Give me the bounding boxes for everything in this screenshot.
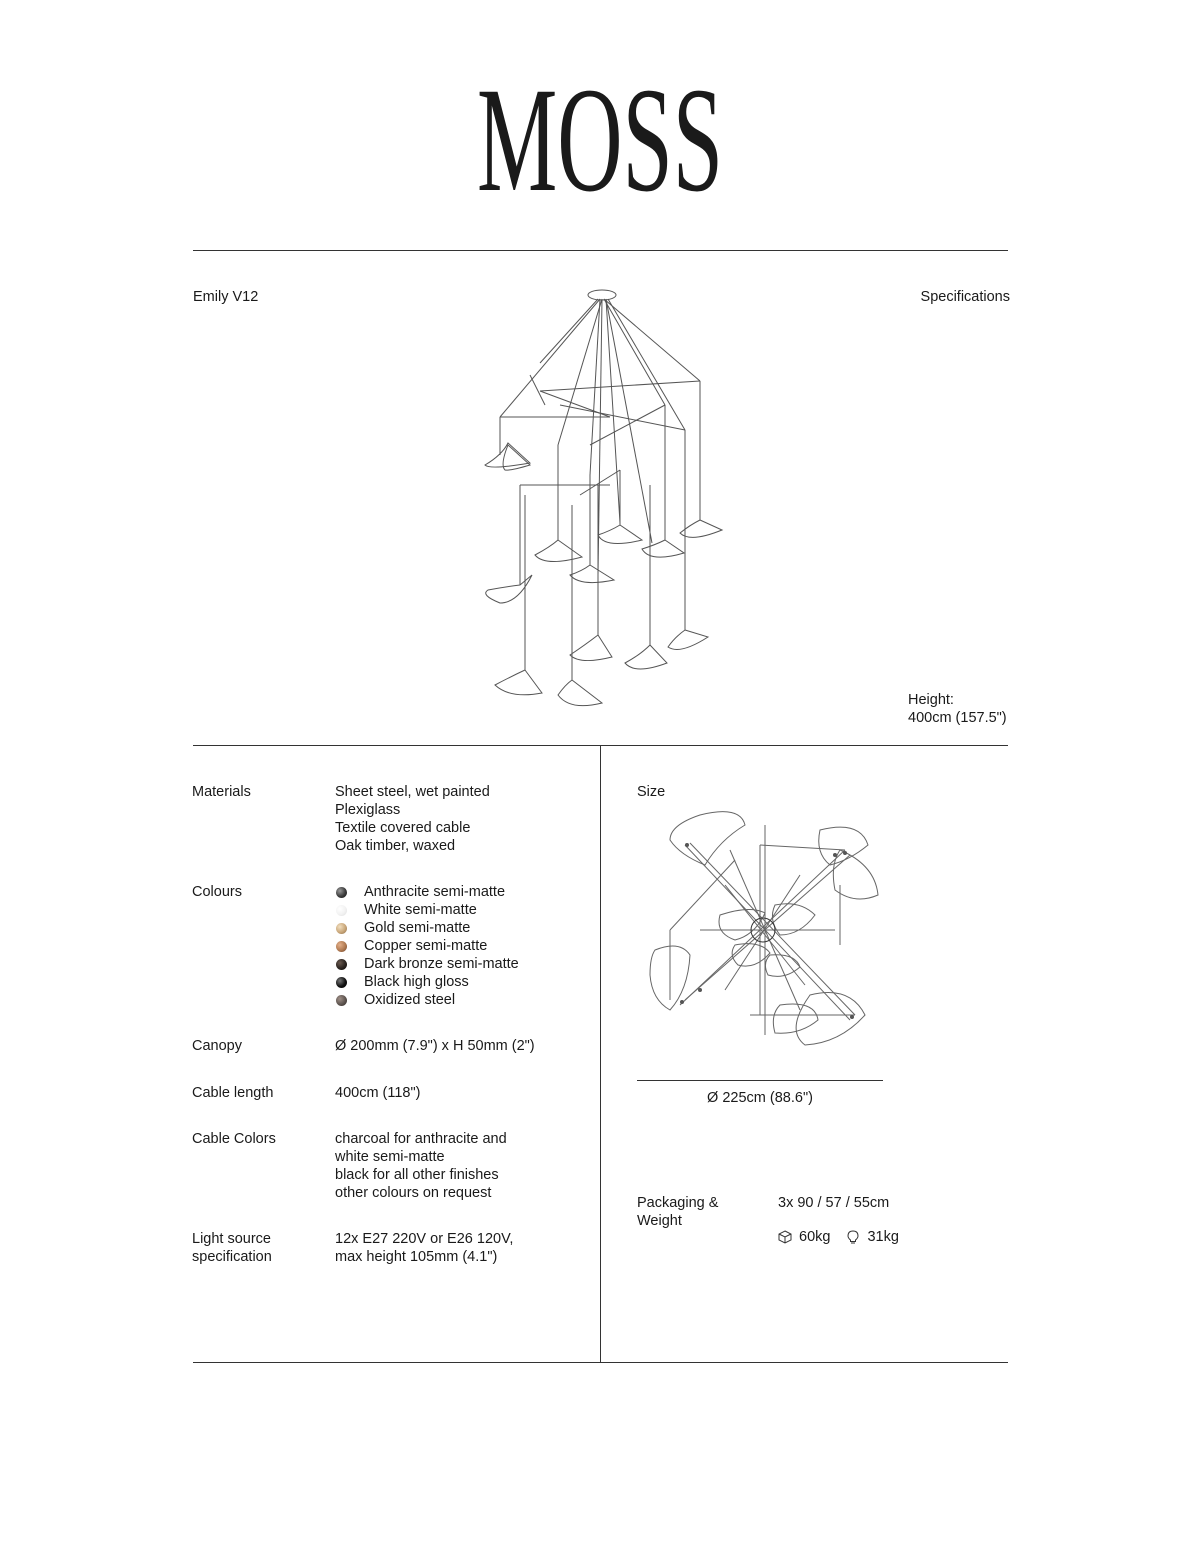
colour-swatch (336, 887, 347, 898)
diameter-value: Ø 225cm (88.6") (707, 1090, 813, 1106)
materials-line: Sheet steel, wet painted (335, 784, 490, 800)
packaging-label-line: Weight (637, 1213, 682, 1229)
colour-item (335, 955, 519, 973)
packaging-label-line: Packaging & (637, 1195, 719, 1211)
light-source-line: 12x E27 220V or E26 120V, (335, 1231, 514, 1247)
light-source-label-line: Light source (192, 1231, 271, 1247)
cable-colors-label: Cable Colors (192, 1131, 276, 1147)
height-label: Height: (908, 692, 954, 708)
colours-list (335, 883, 519, 1009)
colour-item (335, 883, 519, 901)
packaging-label (637, 1194, 718, 1230)
colour-name: Oxidized steel (364, 992, 456, 1008)
colour-name: White semi-matte (364, 902, 477, 918)
column-divider (600, 745, 601, 1363)
colour-name: Black high gloss (364, 974, 469, 990)
colour-name: Dark bronze semi-matte (364, 956, 519, 972)
box-icon (778, 1230, 792, 1244)
colour-item (335, 901, 519, 919)
package-weight-value: 60kg (799, 1229, 831, 1245)
product-name: Emily V12 (193, 289, 259, 305)
cable-length-value: 400cm (118") (335, 1085, 421, 1101)
colour-swatch (336, 977, 347, 988)
colour-item (335, 973, 519, 991)
light-source-label (192, 1230, 272, 1266)
height-info (908, 691, 1007, 727)
package-weight (778, 1228, 830, 1246)
colours-label: Colours (192, 884, 242, 900)
colour-item (335, 937, 519, 955)
colour-name: Gold semi-matte (364, 920, 471, 936)
size-label: Size (637, 784, 666, 800)
diameter-dimension-line (637, 1080, 883, 1081)
canopy-value: Ø 200mm (7.9") x H 50mm (2") (335, 1038, 535, 1054)
colour-swatch (336, 995, 347, 1006)
chandelier-elevation-drawing (470, 285, 740, 715)
colour-item (335, 919, 519, 937)
height-value: 400cm (157.5") (908, 710, 1007, 726)
materials-label: Materials (192, 784, 251, 800)
cable-colors-line: black for all other finishes (335, 1167, 499, 1183)
colour-swatch (336, 959, 347, 970)
section-label: Specifications (920, 289, 1010, 305)
cable-colors-list (335, 1130, 507, 1202)
colour-swatch (336, 923, 347, 934)
light-source-label-line: specification (192, 1249, 272, 1265)
svg-text:MOSS: MOSS (477, 70, 723, 200)
colour-name: Anthracite semi-matte (364, 884, 506, 900)
materials-line: Textile covered cable (335, 820, 471, 836)
colour-item (335, 991, 519, 1009)
canopy-label: Canopy (192, 1038, 242, 1054)
chandelier-plan-drawing (640, 805, 890, 1055)
cable-colors-line: charcoal for anthracite and (335, 1131, 507, 1147)
bottom-divider (193, 1362, 1008, 1363)
packaging-weights (778, 1228, 915, 1246)
materials-list (335, 783, 490, 855)
materials-line: Oak timber, waxed (335, 838, 456, 854)
lamp-weight-value: 31kg (867, 1229, 899, 1245)
moss-logo (0, 70, 1200, 200)
materials-line: Plexiglass (335, 802, 401, 818)
cable-length-label: Cable length (192, 1085, 274, 1101)
light-source-value (335, 1230, 513, 1266)
colour-swatch (336, 941, 347, 952)
light-source-line: max height 105mm (4.1") (335, 1249, 498, 1265)
lamp-weight (846, 1228, 898, 1246)
cable-colors-line: white semi-matte (335, 1149, 445, 1165)
bulb-icon (846, 1230, 860, 1244)
colour-name: Copper semi-matte (364, 938, 488, 954)
top-divider (193, 250, 1008, 251)
colour-swatch (336, 905, 347, 916)
packaging-dimensions: 3x 90 / 57 / 55cm (778, 1195, 890, 1211)
cable-colors-line: other colours on request (335, 1185, 492, 1201)
